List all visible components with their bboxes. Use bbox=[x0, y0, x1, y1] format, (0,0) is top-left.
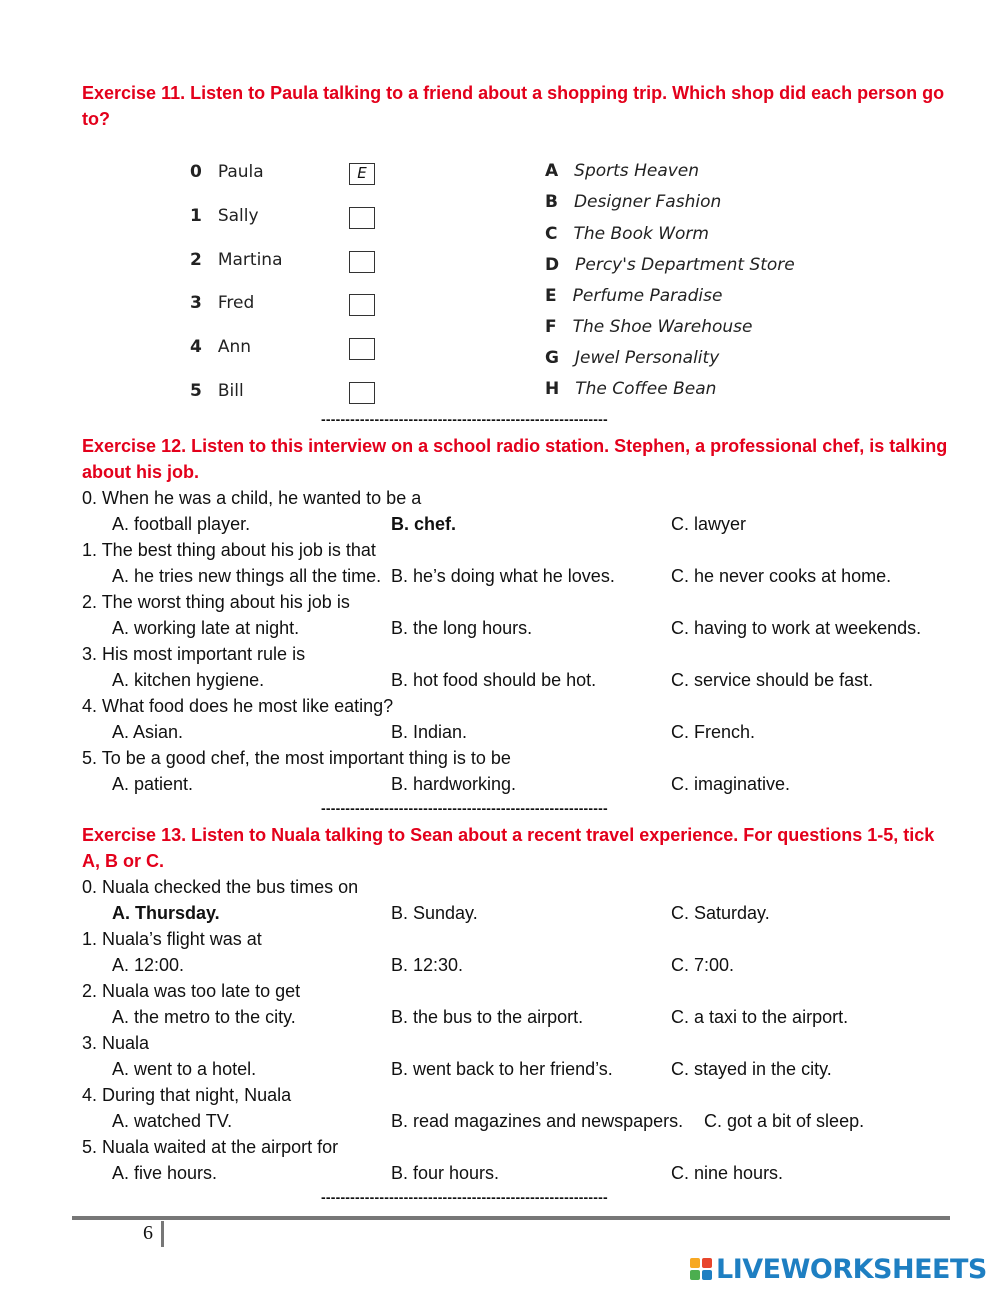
question: 3. His most important rule is bbox=[82, 644, 306, 664]
person-row: 4 Ann bbox=[190, 337, 252, 357]
option-a[interactable]: A. working late at night. bbox=[112, 618, 300, 638]
question: 5. Nuala waited at the airport for bbox=[82, 1137, 339, 1157]
shop-option: F The Shoe Warehouse bbox=[545, 317, 753, 337]
separator-line: ----------------------------------------------------------- bbox=[321, 1189, 608, 1205]
option-c[interactable]: C. service should be fast. bbox=[671, 670, 874, 690]
option-a[interactable]: A. kitchen hygiene. bbox=[112, 670, 265, 690]
page-number-divider bbox=[161, 1221, 164, 1247]
question: 4. During that night, Nuala bbox=[82, 1085, 292, 1105]
option-b[interactable]: B. Sunday. bbox=[391, 903, 478, 923]
option-b[interactable]: B. hardworking. bbox=[391, 774, 517, 794]
option-c[interactable]: C. French. bbox=[671, 722, 756, 742]
option-c[interactable]: C. nine hours. bbox=[671, 1163, 784, 1183]
option-c[interactable]: C. got a bit of sleep. bbox=[704, 1111, 865, 1131]
answer-box-0[interactable]: E bbox=[349, 163, 375, 185]
question: 4. What food does he most like eating? bbox=[82, 696, 394, 716]
question: 2. Nuala was too late to get bbox=[82, 981, 301, 1001]
shop-option: B Designer Fashion bbox=[545, 192, 722, 212]
option-c[interactable]: C. lawyer bbox=[671, 514, 747, 534]
separator-line: ----------------------------------------------------------- bbox=[321, 411, 608, 427]
person-row: 1 Sally bbox=[190, 206, 259, 226]
option-c[interactable]: C. he never cooks at home. bbox=[671, 566, 892, 586]
person-row: 3 Fred bbox=[190, 293, 255, 313]
question: 0. Nuala checked the bus times on bbox=[82, 877, 359, 897]
option-b[interactable]: B. hot food should be hot. bbox=[391, 670, 597, 690]
answer-box-3[interactable] bbox=[349, 294, 375, 316]
question: 2. The worst thing about his job is bbox=[82, 592, 350, 612]
option-b[interactable]: B. 12:30. bbox=[391, 955, 464, 975]
shop-option: C The Book Worm bbox=[545, 224, 709, 244]
logo-text: LIVEWORKSHEETS bbox=[716, 1253, 987, 1285]
answer-box-2[interactable] bbox=[349, 251, 375, 273]
question: 3. Nuala bbox=[82, 1033, 150, 1053]
shop-option: E Perfume Paradise bbox=[545, 286, 723, 306]
option-a[interactable]: A. five hours. bbox=[112, 1163, 218, 1183]
option-c[interactable]: C. a taxi to the airport. bbox=[671, 1007, 849, 1027]
option-c[interactable]: C. stayed in the city. bbox=[671, 1059, 832, 1079]
question: 1. Nuala’s flight was at bbox=[82, 929, 262, 949]
option-a[interactable]: A. Thursday. bbox=[112, 903, 220, 923]
option-c[interactable]: C. imaginative. bbox=[671, 774, 791, 794]
person-row: 5 Bill bbox=[190, 381, 244, 401]
question: 1. The best thing about his job is that bbox=[82, 540, 376, 560]
option-a[interactable]: A. Asian. bbox=[112, 722, 184, 742]
shop-option: G Jewel Personality bbox=[545, 348, 720, 368]
option-a[interactable]: A. went to a hotel. bbox=[112, 1059, 257, 1079]
option-c[interactable]: C. 7:00. bbox=[671, 955, 735, 975]
person-row: 2 Martina bbox=[190, 250, 283, 270]
shop-option: A Sports Heaven bbox=[545, 161, 700, 181]
option-b[interactable]: B. the long hours. bbox=[391, 618, 533, 638]
logo-mark-icon bbox=[690, 1258, 712, 1280]
separator-line: ----------------------------------------------------------- bbox=[321, 800, 608, 816]
option-c[interactable]: C. Saturday. bbox=[671, 903, 770, 923]
option-b[interactable]: B. chef. bbox=[391, 514, 457, 534]
exercise-12-heading: Exercise 12. Listen to this interview on a school radio station. Stephen, a professional chef, is talking about his job. bbox=[82, 436, 948, 482]
option-b[interactable]: B. went back to her friend’s. bbox=[391, 1059, 613, 1079]
liveworksheets-logo[interactable] bbox=[690, 1254, 987, 1284]
option-b[interactable]: B. he’s doing what he loves. bbox=[391, 566, 615, 586]
answer-box-1[interactable] bbox=[349, 207, 375, 229]
option-b[interactable]: B. the bus to the airport. bbox=[391, 1007, 584, 1027]
option-b[interactable]: B. read magazines and newspapers. bbox=[391, 1111, 684, 1131]
option-b[interactable]: B. Indian. bbox=[391, 722, 468, 742]
option-a[interactable]: A. football player. bbox=[112, 514, 251, 534]
page-number: 6 bbox=[143, 1222, 153, 1244]
option-a[interactable]: A. 12:00. bbox=[112, 955, 185, 975]
option-a[interactable]: A. patient. bbox=[112, 774, 194, 794]
option-b[interactable]: B. four hours. bbox=[391, 1163, 500, 1183]
option-a[interactable]: A. he tries new things all the time. bbox=[112, 566, 382, 586]
exercise-11-heading: Exercise 11. Listen to Paula talking to a friend about a shopping trip. Which shop did each person go to? bbox=[82, 83, 945, 129]
question: 0. When he was a child, he wanted to be a bbox=[82, 488, 422, 508]
question: 5. To be a good chef, the most important thing is to be bbox=[82, 748, 511, 768]
option-c[interactable]: C. having to work at weekends. bbox=[671, 618, 922, 638]
answer-box-4[interactable] bbox=[349, 338, 375, 360]
shop-option: D Percy's Department Store bbox=[545, 255, 795, 275]
answer-box-5[interactable] bbox=[349, 382, 375, 404]
person-row: 0 Paula bbox=[190, 162, 264, 182]
footer-rule bbox=[72, 1216, 950, 1220]
exercise-13-heading: Exercise 13. Listen to Nuala talking to Sean about a recent travel experience. For questions 1-5, tick A, B or C. bbox=[82, 825, 935, 871]
option-a[interactable]: A. the metro to the city. bbox=[112, 1007, 296, 1027]
shop-option: H The Coffee Bean bbox=[545, 379, 717, 399]
option-a[interactable]: A. watched TV. bbox=[112, 1111, 233, 1131]
